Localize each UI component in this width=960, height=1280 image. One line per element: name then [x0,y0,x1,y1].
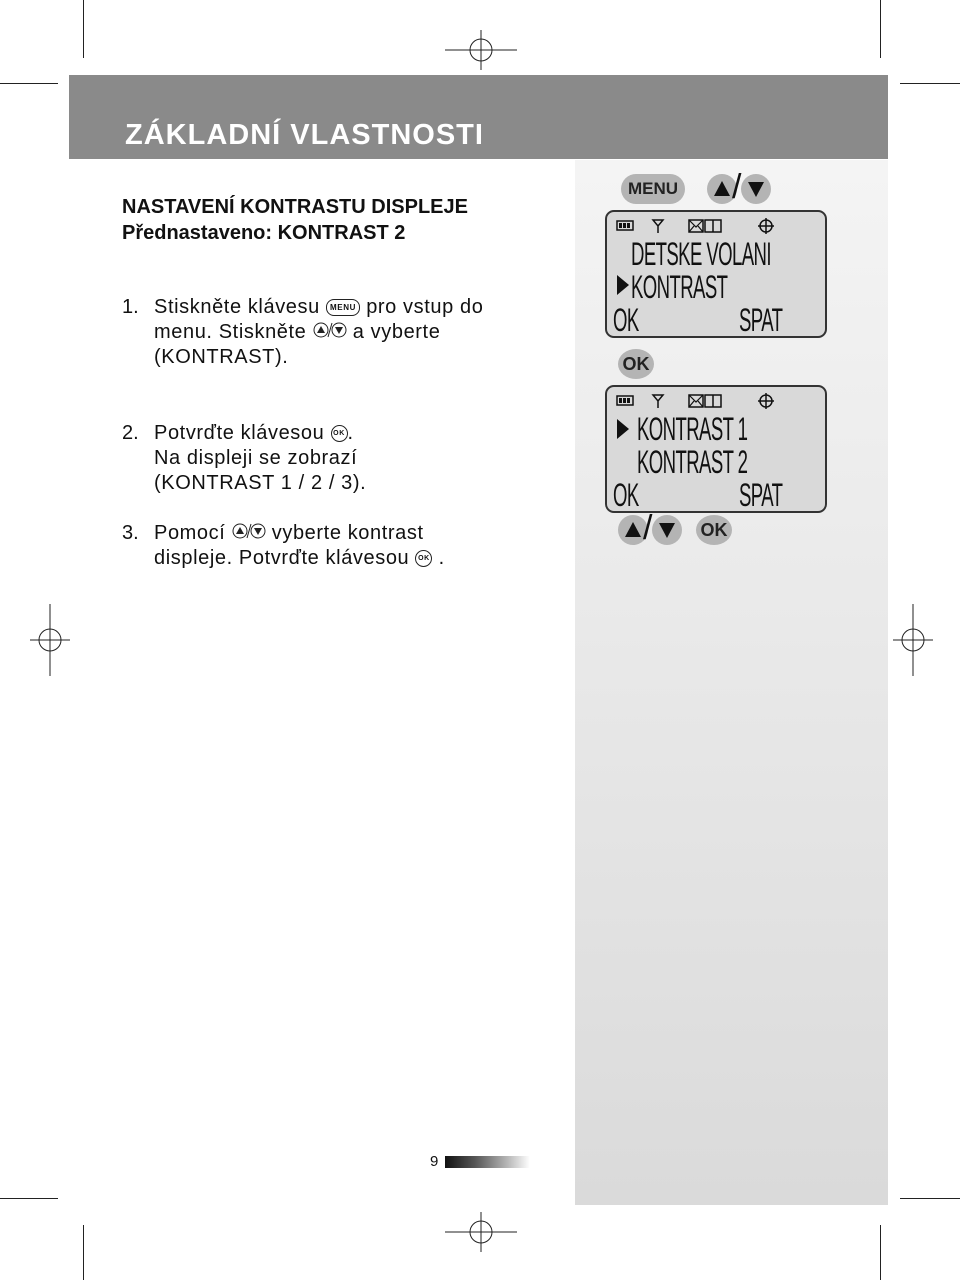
step-1-line-2 [154,321,440,344]
lcd-option-selected: KONTRAST 1 [637,411,748,447]
lcd-option: KONTRAST 2 [637,444,748,480]
step-3-line-2 [154,547,445,570]
status-icons [615,391,785,411]
up-down-key-icon [313,321,347,344]
footer-gradient-bar [445,1156,530,1168]
step-text: a vyberte [352,321,441,343]
menu-key-icon: MENU [621,174,685,204]
crop-mark [880,1225,881,1280]
lcd-softkey-right: SPAT [739,302,783,338]
page-number: 9 [430,1153,439,1170]
step-text: menu. Stiskněte [154,321,307,343]
menu-key-icon: MENU [326,299,360,316]
lcd-screen-contrast [605,385,827,513]
step-text: . [438,547,445,569]
ok-key-icon: OK [618,349,654,379]
lcd-screen-menu [605,210,827,338]
crop-mark [880,0,881,58]
lcd-menu-item: DETSKE VOLANI [631,236,771,272]
registration-mark-icon [445,30,517,70]
step-text: Stiskněte klávesu [154,296,320,318]
status-icons [615,216,785,236]
step-text: Na displeji se zobrazí [154,447,358,469]
step-text: displeje. Potvrďte klávesou [154,547,410,569]
separator-slash: / [732,168,742,206]
crop-mark [0,83,58,84]
section-heading: NASTAVENÍ KONTRASTU DISPLEJE [122,196,468,218]
step-number: 2. [122,422,139,444]
crop-mark [900,83,960,84]
down-key-icon [741,174,771,204]
registration-mark-icon [893,604,933,676]
crop-mark [900,1198,960,1199]
registration-mark-icon [30,604,70,676]
step-number: 3. [122,522,139,544]
step-text: . [347,422,354,444]
crop-mark [83,0,84,58]
registration-mark-icon [445,1212,517,1252]
step-2-line-1 [154,422,354,445]
step-number: 1. [122,296,139,318]
default-setting: Přednastaveno: KONTRAST 2 [122,222,406,244]
section-header [69,75,888,159]
crop-mark [83,1225,84,1280]
selection-pointer-icon [617,275,629,295]
step-3-line-1 [154,522,424,545]
ok-key-icon: OK [415,550,432,567]
step-text: Potvrďte klávesou [154,422,325,444]
step-text: pro vstup do [366,296,484,318]
ok-key-icon: OK [696,515,732,545]
header-title: ZÁKLADNÍ VLASTNOSTI [125,119,484,151]
lcd-softkey-right: SPAT [739,477,783,513]
step-text: (KONTRAST 1 / 2 / 3). [154,472,367,494]
crop-mark [0,1198,58,1199]
step-text: vyberte kontrast [271,522,424,544]
selection-pointer-icon [617,419,629,439]
lcd-menu-item-selected: KONTRAST [631,269,728,305]
ok-key-icon: OK [331,425,348,442]
step-1-line-1 [154,296,483,319]
step-text: Pomocí [154,522,226,544]
down-key-icon [652,515,682,545]
lcd-softkey-left: OK [613,302,639,338]
step-text: (KONTRAST). [154,346,289,368]
lcd-softkey-left: OK [613,477,639,513]
separator-slash: / [643,509,653,547]
up-down-key-icon [232,522,266,545]
